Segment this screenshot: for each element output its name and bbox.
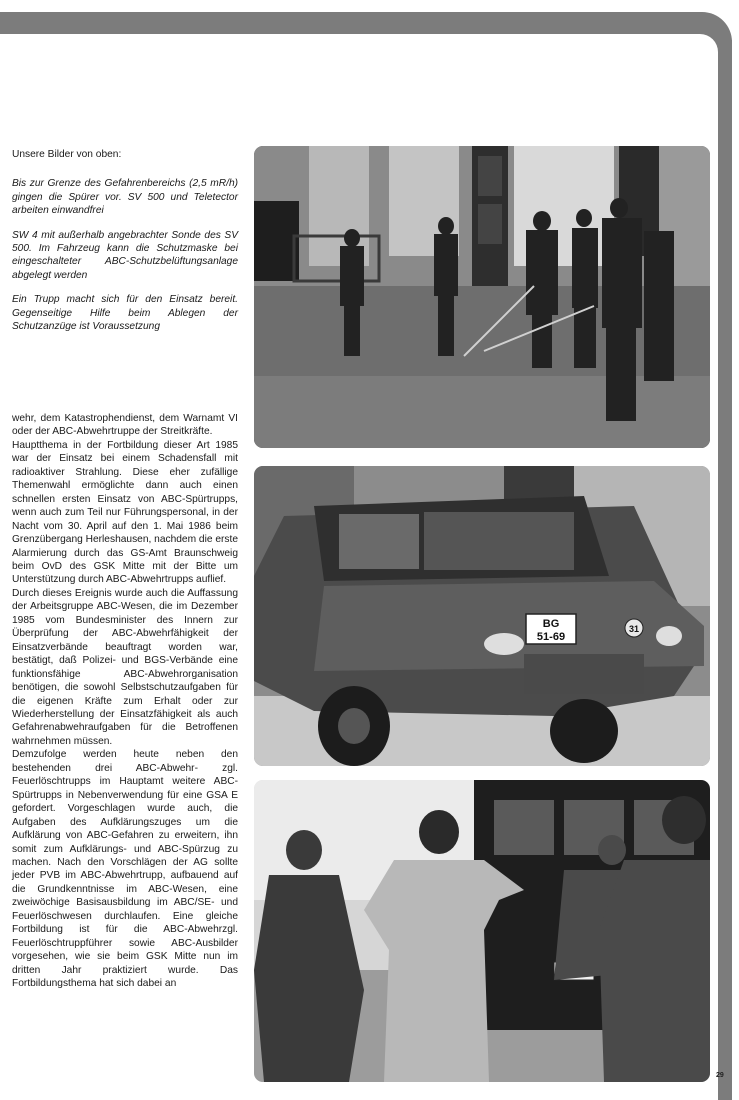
captions-intro: Unsere Bilder von oben: <box>12 149 122 160</box>
caption-photo-2: SW 4 mit außerhalb angebrachter Sonde des SV 500. Im Fahrzeug kann die Schutzmaske bei eingeschalteter ABC-Schutzbelüftungsanlage abgelegt werden <box>12 229 238 281</box>
top-rule <box>0 0 739 10</box>
plate-line-1: BG <box>542 618 560 630</box>
photo-armoured-vehicle-image <box>254 466 710 766</box>
caption-photo-1: Bis zur Grenze des Gefahrenbereichs (2,5 mR/h) gingen die Spürer vor. SV 500 und Teletector arbeiten einwandfrei <box>12 178 238 217</box>
page-number: 29 <box>716 1072 724 1079</box>
vehicle-number: 31 <box>628 624 640 634</box>
body-paragraph: wehr, dem Katastrophendienst, dem Warnamt VI oder der ABC-Abwehrtruppe der Streitkräfte. <box>12 413 238 438</box>
photo-suit-removal <box>254 780 710 1082</box>
photo-armoured-vehicle <box>254 466 710 766</box>
photo-captions <box>12 148 238 344</box>
photo-training-hall <box>254 146 710 448</box>
plate-line-2: 51-69 <box>536 631 566 643</box>
body-paragraph: Hauptthema in der Fortbildung dieser Art 1985 war der Einsatz bei einem Schadensfall mit radioaktiver Strahlung. Diese eher zufällige Themenwahl ermöglichte dann auch einen schnellen ersten Einsatz von ABC-Spürtrupps, wenn auch zum Teil nur Führungspersonal, in der Nacht vom 30. April auf den 1. Mai 1986 beim Grenzübergang Herleshausen, nachdem die erste Alarmierung durch das GS-Amt Braunschweig beim OvD des GSK Mitte mit der Bitte um Unterstützung durch ABC-Abwehrtrupps auflief. <box>12 439 238 586</box>
body-paragraph: Durch dieses Ereignis wurde auch die Auffassung der Arbeitsgruppe ABC-Wesen, die im Dezember 1985 vom Bundesminister des Innern zur Überprüfung der ABC-Abwehrfähigkeit der Einsatzverbände beauftragt worden war, bestätigt, daß Polizei- und BGS-Verbände eine funktionsfähige ABC-Abwehrorganisation benötigen, die sowohl Selbstschutzaufgaben für die eigenen Kräfte zum Erhalt oder zur Wiederherstellung der Einsatzfähigkeit als auch Gefahrenabwehraufgaben für die Betroffenen wahrnehmen müssen. <box>12 587 238 747</box>
photo-suit-removal-image <box>254 780 710 1082</box>
body-paragraph: Demzufolge werden heute neben den bestehenden drei ABC-Abwehr- zgl. Feuerlöschtrupps im Hauptamt weitere ABC-Spürtrupps in Nebenverwendung für eine GSA E gefordert. Vorgeschlagen wurde auch, die Aufgaben des Aufklärungszuges um die Aufklärung von ABC-Gefahren zu erweitern, ihn somit zum Aufklärungs- und ABC-Spürzug zu machen. Nach den Vorschlägen der AG sollte jeder PVB im ABC-Abwehrtrupp, aufbauend auf die Grundkenntnisse im ABC-Wesen, eine zweiwöchige Basisausbildung im ABC/SE- und Feuerlöschwesen durchlaufen. Eine gleiche Fortbildung ist für die ABC-Abwehrzgl. Feuerlöschtruppführer sowie ABC-Ausbilder vorgesehen, wie sie beim GSK Mitte nun im dritten Jahr praktiziert wurde. Das Fortbildungsthema hat sich dabei an <box>12 749 238 990</box>
right-edge-band <box>718 40 732 1100</box>
article-body <box>12 412 238 990</box>
caption-photo-3: Ein Trupp macht sich für den Einsatz bereit. Gegenseitige Hilfe beim Ablegen der Schutzanzüge ist Voraussetzung <box>12 294 238 333</box>
photo-training-hall-image <box>254 146 710 448</box>
